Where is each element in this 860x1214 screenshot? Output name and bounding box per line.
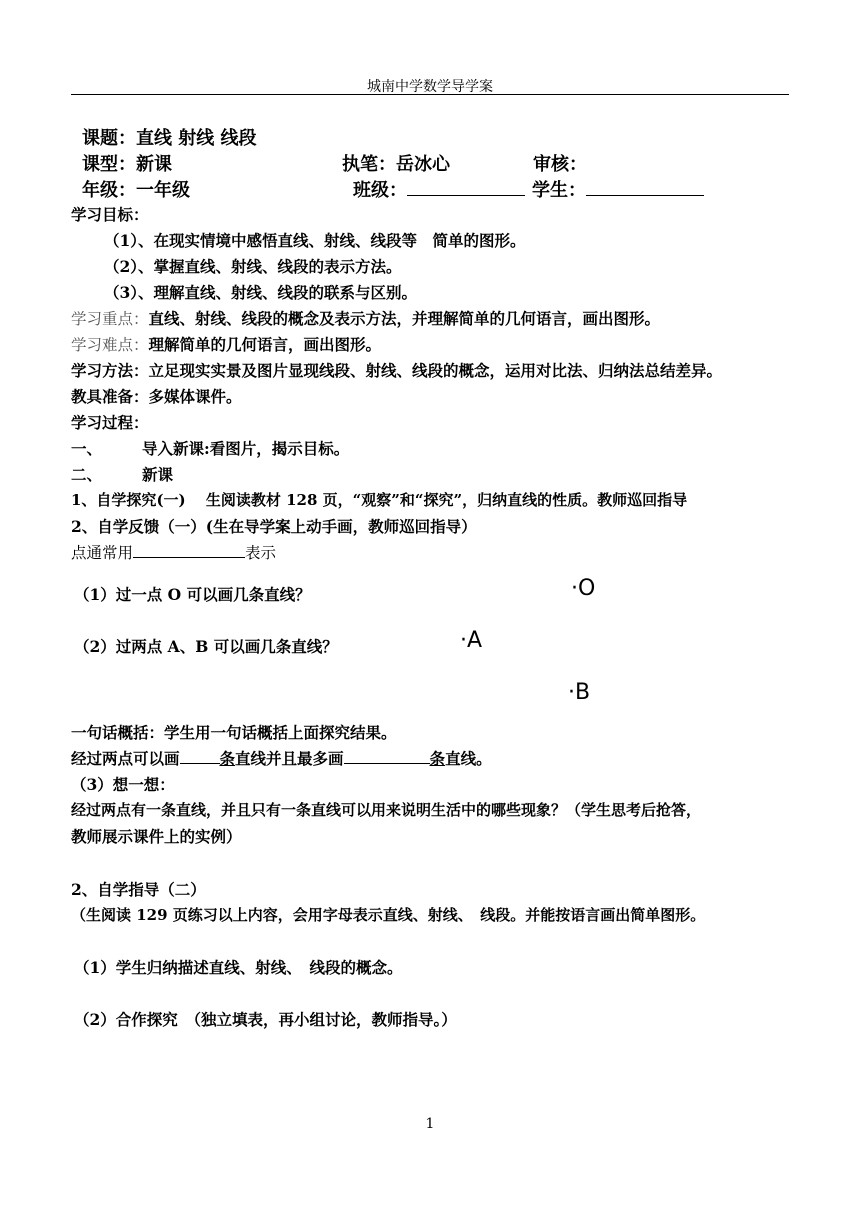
point-notation xyxy=(71,541,276,563)
lesson-type: 课型：新课 xyxy=(82,154,172,175)
step1-number: 一、 xyxy=(71,439,103,458)
goals-label: 学习目标： xyxy=(71,205,149,224)
difficulty xyxy=(71,333,381,355)
student-field xyxy=(532,176,704,202)
item-2: （2）合作探究 （独立填表，再小组讨论，教师指导。） xyxy=(74,1010,457,1029)
class-label: 班级： xyxy=(353,180,407,201)
summary: 一句话概括：学生用一句话概括上面探究结果。 xyxy=(71,723,397,742)
key-points xyxy=(71,307,660,329)
difficulty-text: 理解简单的几何语言，画出图形。 xyxy=(148,335,382,354)
point-o: ·O xyxy=(571,576,596,601)
fill-in-sentence xyxy=(71,747,492,769)
point-notation-suffix: 表示 xyxy=(245,544,277,562)
explore1: 1、自学探究(一) 生阅读教材 128 页，“观察”和“探究”，归纳直线的性质。教师巡回指导 xyxy=(71,491,688,509)
key-points-label: 学习重点： xyxy=(71,310,149,328)
item-1: （1）学生归纳描述直线、射线、 线段的概念。 xyxy=(74,958,403,977)
fill-part-2: 条 xyxy=(219,749,236,768)
lesson-writer: 执笔：岳冰心 xyxy=(342,154,450,175)
fill-part-4: 条 xyxy=(429,749,446,768)
step1-text: 导入新课:看图片，揭示目标。 xyxy=(142,439,350,458)
page-number: 1 xyxy=(425,1116,435,1132)
goal-item: （1）、在现实情境中感悟直线、射线、线段等 简单的图形。 xyxy=(104,231,526,250)
question-2: （2）过两点 A、B 可以画几条直线？ xyxy=(74,637,338,656)
guide2-text: （生阅读 129 页练习以上内容，会用字母表示直线、射线、 线段。并能按语言画出简单图形。 xyxy=(71,906,706,924)
study-method: 学习方法：立足现实实景及图片显现线段、射线、线段的概念，运用对比法、归纳法总结差异。 xyxy=(71,361,723,380)
fill-blank-1 xyxy=(180,748,220,765)
goal-item: （3）、理解直线、射线、线段的联系与区别。 xyxy=(104,283,418,302)
step2-number: 二、 xyxy=(71,465,103,484)
fill-part-3: 直线并且最多画 xyxy=(235,749,344,768)
point-b: ·B xyxy=(568,680,591,705)
fill-part-5: 直线。 xyxy=(445,749,492,768)
think-label: （3）想一想： xyxy=(71,775,175,794)
guide2-title: 2、自学指导（二） xyxy=(71,880,206,899)
think-line-1: 经过两点有一条直线，并且只有一条直线可以用来说明生活中的哪些现象？（学生思考后抢答， xyxy=(71,801,702,819)
question-1: （1）过一点 O 可以画几条直线？ xyxy=(74,585,311,604)
lesson-topic: 课题：直线 射线 线段 xyxy=(82,128,257,149)
page-header: 城南中学数学导学案 xyxy=(367,79,493,95)
lesson-grade: 年级：一年级 xyxy=(82,180,190,201)
fill-blank-2 xyxy=(344,748,430,765)
student-blank xyxy=(586,177,704,196)
student-label: 学生： xyxy=(532,180,586,201)
process-label: 学习过程： xyxy=(71,413,149,432)
teaching-tools: 教具准备：多媒体课件。 xyxy=(71,387,242,406)
fill-part-1: 经过两点可以画 xyxy=(71,749,180,768)
point-a: ·A xyxy=(460,628,483,653)
difficulty-label: 学习难点： xyxy=(71,336,149,354)
goal-item: （2）、掌握直线、射线、线段的表示方法。 xyxy=(104,257,402,276)
point-notation-prefix: 点通常用 xyxy=(71,544,134,562)
header-rule xyxy=(71,94,789,95)
lesson-reviewer: 审核： xyxy=(533,154,587,175)
class-blank xyxy=(407,177,525,196)
step2-text: 新课 xyxy=(142,465,174,484)
key-points-text: 直线、射线、线段的概念及表示方法，并理解简单的几何语言，画出图形。 xyxy=(148,309,661,328)
think-line-2: 教师展示课件上的实例） xyxy=(71,827,242,846)
feedback1: 2、自学反馈（一）(生在导学案上动手画，教师巡回指导） xyxy=(71,517,477,536)
point-notation-blank xyxy=(133,542,245,559)
class-field xyxy=(353,176,525,202)
